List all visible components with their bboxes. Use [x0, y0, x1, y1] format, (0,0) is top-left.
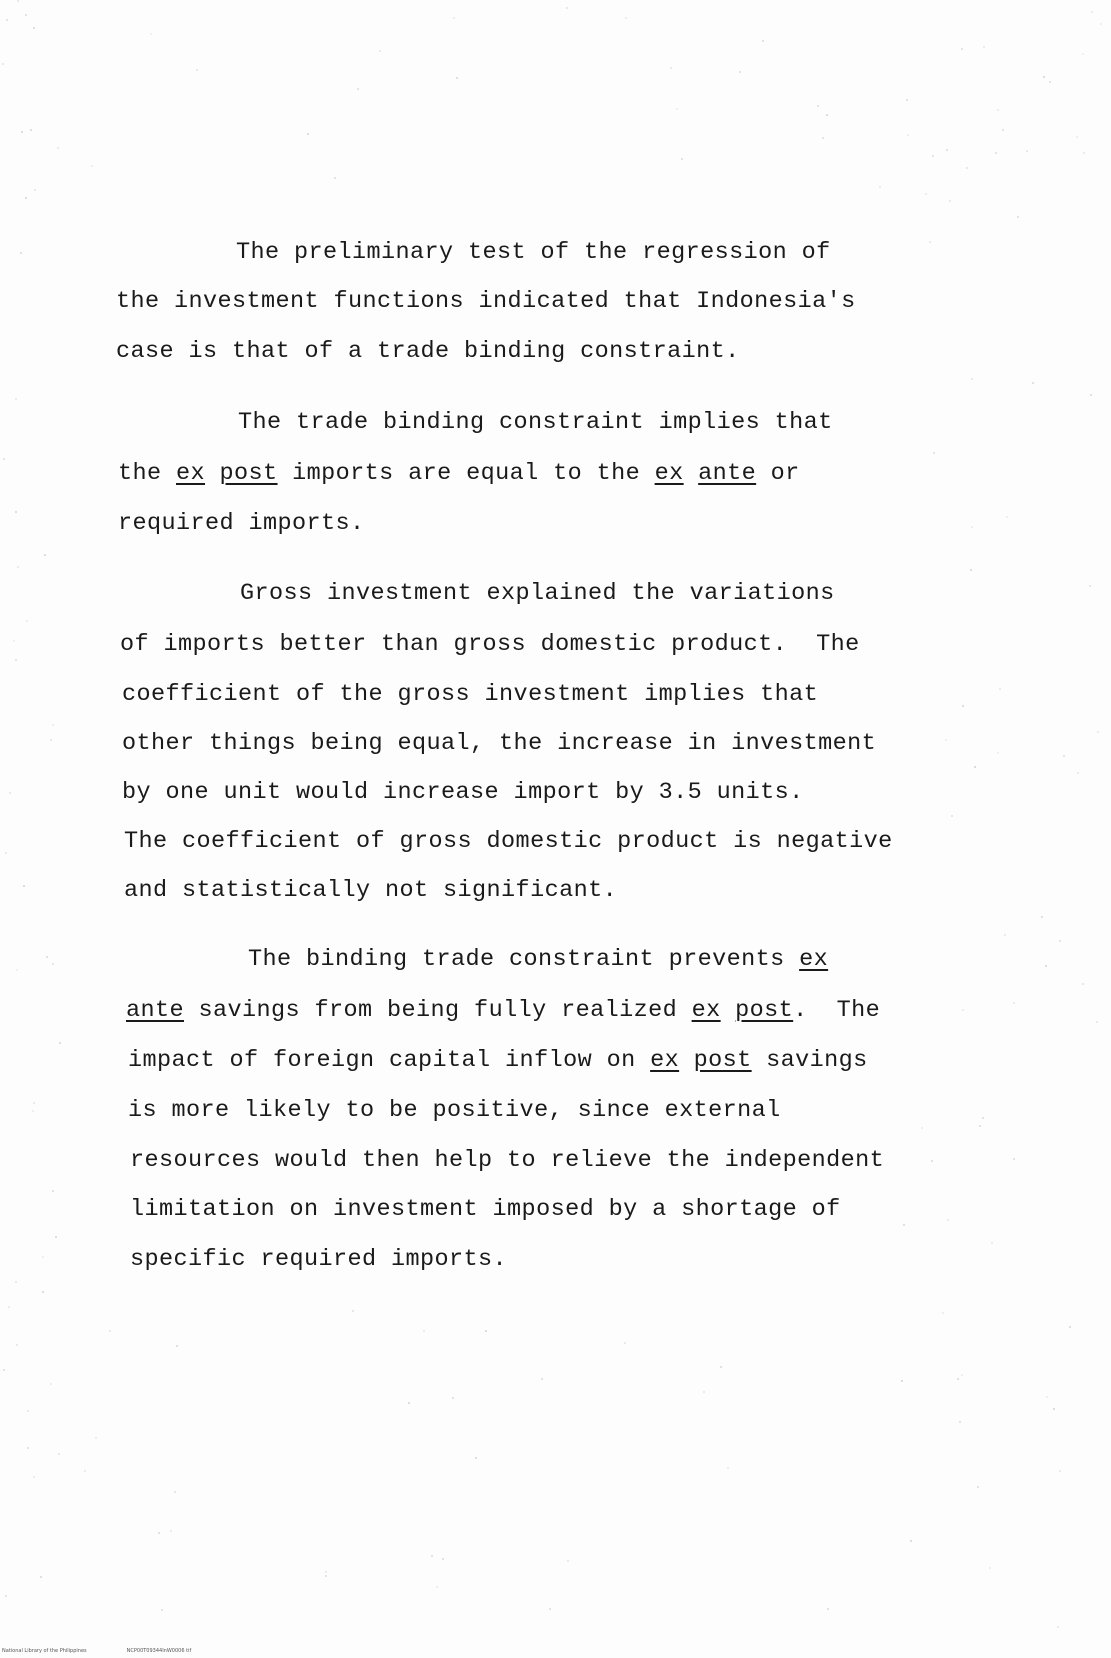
scan-speck: [5, 1595, 7, 1597]
underlined-term: ex: [176, 460, 206, 487]
scan-speck: [34, 189, 36, 191]
underlined-term: ex: [654, 460, 684, 487]
scan-speck: [27, 1447, 29, 1449]
text-segment: impact of foreign capital inflow on: [128, 1047, 651, 1074]
text-line: [238, 408, 833, 438]
scan-speck: [307, 133, 309, 135]
scan-speck: [26, 620, 28, 622]
scan-speck: [949, 200, 951, 202]
scan-speck: [901, 1380, 903, 1382]
scan-speck: [817, 105, 819, 107]
scan-speck: [58, 1453, 60, 1455]
scan-speck: [932, 155, 934, 157]
scan-speck: [1076, 136, 1078, 138]
scan-speck: [1063, 755, 1065, 757]
scan-speck: [33, 27, 35, 29]
scan-speck: [971, 526, 973, 528]
scan-speck: [9, 792, 11, 794]
scan-speck: [925, 193, 927, 195]
text-segment: is more likely to be positive, since external: [128, 1097, 781, 1124]
scan-speck: [15, 659, 17, 661]
scan-speck: [15, 511, 17, 513]
text-segment: [205, 460, 220, 487]
scan-speck: [1083, 152, 1085, 154]
text-line: [124, 876, 617, 906]
scan-speck: [57, 147, 59, 149]
footer-code: NCP00T09344InW0006 tif: [126, 1648, 192, 1654]
scan-speck: [176, 1345, 178, 1347]
text-segment: other things being equal, the increase in investment: [122, 730, 877, 757]
underlined-term: post: [735, 997, 794, 1024]
scan-speck: [1077, 772, 1079, 774]
underlined-term: ante: [698, 460, 757, 487]
scan-speck: [624, 1342, 626, 1344]
text-segment: case is that of a trade binding constraint.: [116, 338, 740, 365]
scan-speck: [475, 1457, 477, 1459]
scan-speck: [945, 739, 947, 741]
text-segment: savings: [751, 1047, 868, 1074]
scan-speck: [997, 752, 999, 754]
text-line: [122, 729, 876, 759]
text-segment: The preliminary test of the regression of: [236, 239, 831, 266]
scan-speck: [962, 1009, 964, 1011]
text-line: [120, 630, 860, 660]
scan-speck: [15, 398, 17, 400]
scan-speck: [961, 48, 963, 50]
footer-library: National Library of the Philippines: [2, 1648, 87, 1654]
scan-speck: [95, 1437, 97, 1439]
scan-speck: [408, 1402, 410, 1404]
text-line: [128, 1046, 868, 1076]
scan-speck: [947, 1219, 949, 1221]
underlined-term: ex: [691, 997, 721, 1024]
text-line: [236, 238, 831, 268]
scan-speck: [982, 1117, 984, 1119]
text-segment: [721, 997, 736, 1024]
scan-speck: [452, 1397, 454, 1399]
scan-speck: [929, 241, 931, 243]
scan-speck: [196, 69, 198, 71]
scan-speck: [991, 1242, 993, 1244]
text-line: [240, 579, 835, 609]
text-line: [116, 337, 740, 367]
scan-speck: [30, 129, 32, 131]
scan-speck: [999, 688, 1001, 690]
text-line: [122, 680, 818, 710]
text-segment: of imports better than gross domestic product. The: [120, 631, 860, 658]
underlined-term: post: [219, 460, 278, 487]
scan-speck: [997, 109, 999, 111]
underlined-term: ex: [650, 1047, 680, 1074]
scan-speck: [1069, 1326, 1071, 1328]
scan-speck: [1006, 516, 1008, 518]
scan-speck: [109, 1330, 111, 1332]
scan-speck: [13, 640, 15, 642]
scan-speck: [174, 1491, 176, 1493]
scan-speck: [379, 50, 381, 52]
scan-speck: [33, 1102, 35, 1104]
scan-speck: [1049, 81, 1051, 83]
scan-speck: [989, 1567, 991, 1569]
scan-speck: [33, 1476, 35, 1478]
text-segment: by one unit would increase import by 3.5 units.: [122, 779, 804, 806]
scan-speck: [1089, 585, 1091, 587]
scan-speck: [670, 67, 672, 69]
scan-speck: [456, 77, 458, 79]
scan-speck: [17, 566, 19, 568]
scan-speck: [1090, 394, 1092, 396]
scan-speck: [826, 114, 828, 116]
text-segment: The trade binding constraint implies that: [238, 409, 833, 436]
scan-speck: [1026, 150, 1028, 152]
scan-speck: [566, 7, 568, 9]
scan-speck: [150, 33, 152, 35]
text-line: [130, 1195, 841, 1225]
text-segment: required imports.: [118, 510, 365, 537]
scan-speck: [933, 452, 935, 454]
scan-speck: [1046, 1396, 1048, 1398]
scan-speck: [910, 1540, 912, 1542]
scan-speck: [16, 1344, 18, 1346]
scan-speck: [921, 1127, 923, 1129]
scan-speck: [951, 815, 953, 817]
scan-speck: [681, 158, 683, 160]
scan-speck: [1043, 76, 1045, 78]
scan-speck: [974, 766, 976, 768]
scan-speck: [17, 0, 19, 2]
scan-speck: [1004, 934, 1006, 936]
scan-speck: [906, 99, 908, 101]
scan-speck: [879, 186, 881, 188]
scan-speck: [1041, 916, 1043, 918]
text-segment: [684, 460, 699, 487]
scan-speck: [827, 1608, 829, 1610]
scan-speck: [55, 1236, 57, 1238]
scan-speck: [42, 1256, 44, 1258]
text-segment: coefficient of the gross investment implies that: [122, 681, 819, 708]
scan-speck: [40, 1576, 42, 1578]
scan-speck: [52, 963, 54, 965]
scan-speck: [23, 885, 25, 887]
underlined-term: ante: [126, 997, 185, 1024]
scan-speck: [957, 1378, 959, 1380]
scan-speck: [931, 1160, 933, 1162]
scan-speck: [541, 1378, 543, 1380]
scan-speck: [2, 63, 4, 65]
scan-speck: [42, 1291, 44, 1293]
text-segment: savings from being fully realized: [184, 997, 692, 1024]
scan-speck: [3, 1369, 5, 1371]
scan-speck: [334, 177, 336, 179]
scan-speck: [1082, 983, 1084, 985]
scan-speck: [946, 149, 948, 151]
scan-speck: [442, 1558, 444, 1560]
text-line: [128, 1096, 781, 1126]
scan-speck: [158, 1532, 160, 1534]
scan-speck: [966, 167, 968, 169]
scan-speck: [6, 19, 8, 21]
underlined-term: ex: [799, 946, 829, 973]
text-segment: [679, 1047, 694, 1074]
scan-speck: [822, 137, 824, 139]
scan-speck: [1059, 1470, 1061, 1472]
scan-speck: [961, 1374, 963, 1376]
scan-speck: [15, 1281, 17, 1283]
text-segment: the: [118, 460, 177, 487]
text-line: [122, 778, 804, 808]
text-line: [118, 459, 800, 489]
scan-speck: [1091, 11, 1093, 13]
scan-speck: [91, 165, 93, 167]
scan-speck: [21, 131, 23, 133]
scan-speck: [903, 1224, 905, 1226]
scan-speck: [59, 1042, 61, 1044]
scan-speck: [739, 71, 741, 73]
scan-speck: [325, 1575, 327, 1577]
text-line: [130, 1146, 884, 1176]
text-segment: the investment functions indicated that Indonesia's: [116, 288, 856, 315]
scan-speck: [970, 569, 972, 571]
text-segment: limitation on investment imposed by a shortage of: [130, 1196, 841, 1223]
scan-speck: [5, 852, 7, 854]
text-segment: Gross investment explained the variations: [240, 580, 835, 607]
scan-speck: [959, 1421, 961, 1423]
scan-speck: [32, 1110, 34, 1112]
scan-speck: [453, 17, 455, 19]
scan-speck: [357, 88, 359, 90]
text-segment: The binding trade constraint prevents: [248, 946, 800, 973]
scan-speck: [727, 1467, 729, 1469]
scan-speck: [485, 1330, 487, 1332]
scan-speck: [161, 1609, 163, 1611]
scan-speck: [84, 1470, 86, 1472]
text-line: [126, 996, 880, 1026]
scan-speck: [1053, 1408, 1055, 1410]
scan-speck: [1100, 23, 1102, 25]
scan-speck: [983, 46, 985, 48]
scan-speck: [720, 1366, 722, 1368]
scan-speck: [50, 739, 52, 741]
scan-speck: [625, 17, 627, 19]
underlined-term: post: [693, 1047, 752, 1074]
scan-speck: [44, 554, 46, 556]
scan-speck: [25, 197, 27, 199]
scan-speck: [436, 1586, 438, 1588]
scan-speck: [27, 1410, 29, 1412]
text-line: [130, 1245, 507, 1275]
text-segment: resources would then help to relieve the independent: [130, 1147, 885, 1174]
scan-speck: [1002, 129, 1004, 131]
scan-speck: [962, 705, 964, 707]
scan-speck: [971, 378, 973, 380]
scan-footer: [2, 1648, 191, 1654]
scan-speck: [676, 108, 678, 110]
scan-speck: [1059, 940, 1061, 942]
scan-speck: [549, 1608, 551, 1610]
scan-speck: [1097, 731, 1099, 733]
scan-speck: [431, 1555, 433, 1557]
scan-speck: [977, 1486, 979, 1488]
scan-speck: [1082, 53, 1084, 55]
text-line: [118, 509, 365, 539]
text-segment: specific required imports.: [130, 1246, 508, 1273]
text-segment: imports are equal to the: [277, 460, 655, 487]
scan-speck: [1096, 1021, 1098, 1023]
scan-speck: [8, 1306, 10, 1308]
text-segment: or: [756, 460, 800, 487]
scan-speck: [16, 969, 18, 971]
scan-speck: [1013, 1158, 1015, 1160]
scan-speck: [3, 458, 5, 460]
scan-speck: [25, 14, 27, 16]
scan-speck: [762, 40, 764, 42]
scan-speck: [50, 1383, 52, 1385]
scan-speck: [1057, 1626, 1059, 1628]
scan-speck: [1013, 1002, 1015, 1004]
text-line: [248, 945, 828, 975]
scan-speck: [979, 1125, 981, 1127]
scan-speck: [995, 152, 997, 154]
scan-speck: [567, 1560, 569, 1562]
text-segment: The coefficient of gross domestic product is negative: [124, 828, 893, 855]
text-line: [116, 287, 856, 317]
text-segment: and statistically not significant.: [124, 877, 618, 904]
scan-speck: [20, 252, 22, 254]
scan-speck: [703, 1391, 705, 1393]
text-segment: . The: [793, 997, 881, 1024]
scan-speck: [52, 724, 54, 726]
scan-speck: [46, 956, 48, 958]
scan-speck: [325, 1571, 327, 1573]
scan-speck: [942, 1312, 944, 1314]
scan-speck: [1045, 965, 1047, 967]
scan-speck: [352, 1310, 354, 1312]
scan-speck: [52, 1190, 54, 1192]
text-line: [124, 827, 893, 857]
scan-speck: [170, 1530, 172, 1532]
scan-speck: [1017, 216, 1019, 218]
scan-speck: [907, 134, 909, 136]
scan-speck: [1032, 382, 1034, 384]
scan-speck: [423, 1330, 425, 1332]
